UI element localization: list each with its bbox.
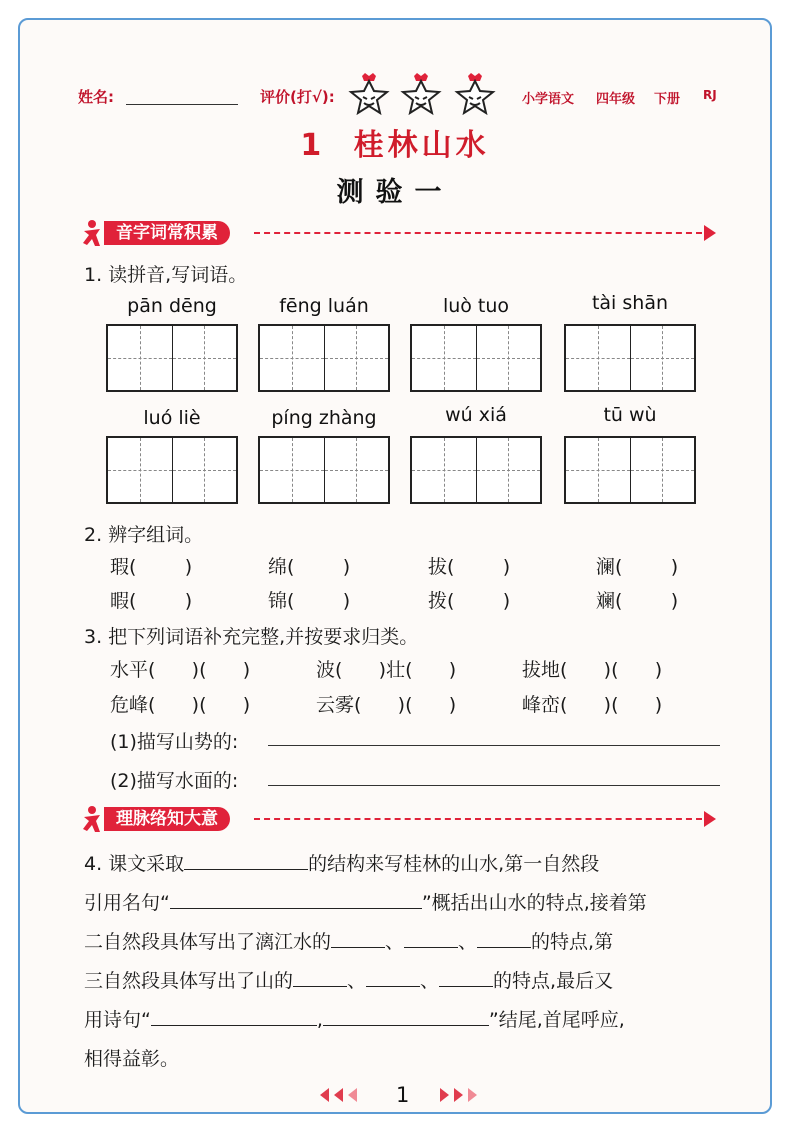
question-3-label: 3. 把下列词语补充完整,并按要求归类。	[84, 626, 419, 648]
q4-text: 、	[420, 970, 440, 992]
section-title-1: 音字词常积累	[104, 221, 230, 245]
next-arrow-icon	[454, 1088, 463, 1102]
char-group-item[interactable]: 拔( )	[428, 556, 511, 578]
q4-text: 的特点,最后又	[493, 970, 614, 992]
grade-label: 四年级	[596, 92, 636, 107]
question-2-label: 2. 辨字组词。	[84, 524, 204, 546]
q4-blank[interactable]	[366, 968, 420, 987]
next-arrow-icon	[440, 1088, 449, 1102]
pinyin: pān dēng	[127, 295, 217, 317]
subject-label: 小学语文	[522, 92, 575, 107]
q4-text: 引用名句“	[84, 892, 170, 914]
lesson-title	[0, 120, 790, 164]
char-group-item[interactable]: 拨( )	[428, 590, 511, 612]
lesson-name: 桂林山水	[353, 128, 490, 163]
rating-star-3[interactable]	[452, 72, 498, 116]
char-group-item[interactable]: 瑕( )	[110, 556, 193, 578]
name-label: 姓名:	[78, 88, 114, 106]
q4-text: ”概括出山水的特点,接着第	[421, 892, 647, 914]
writing-grid[interactable]	[564, 324, 696, 392]
person-icon	[82, 219, 106, 247]
name-field[interactable]	[126, 104, 238, 105]
char-group-item[interactable]: 澜( )	[596, 556, 679, 578]
section-divider	[254, 232, 702, 234]
char-group-item[interactable]: 锦( )	[268, 590, 351, 612]
q4-blank[interactable]	[404, 929, 458, 948]
idiom-item[interactable]: 云雾( )( )	[316, 694, 457, 716]
rating-label: 评价(打√):	[260, 88, 335, 106]
pinyin: wú xiá	[445, 404, 507, 426]
q4-blank[interactable]	[151, 1007, 317, 1026]
q4-blank[interactable]	[331, 929, 385, 948]
section-divider	[254, 818, 702, 820]
q4-blank[interactable]	[477, 929, 531, 948]
writing-grid[interactable]	[106, 436, 238, 504]
q4-text: 用诗句“	[84, 1009, 151, 1031]
prev-arrow-icon	[348, 1088, 357, 1102]
idiom-item[interactable]: 拔地( )( )	[522, 659, 663, 681]
writing-grid[interactable]	[410, 436, 542, 504]
pinyin: tài shān	[591, 292, 669, 314]
q4-text: 、	[385, 931, 405, 953]
pinyin: tū wù	[603, 404, 657, 426]
q4-text: 相得益彰。	[84, 1048, 180, 1070]
person-icon	[82, 805, 106, 833]
writing-grid[interactable]	[258, 436, 390, 504]
writing-grid[interactable]	[564, 436, 696, 504]
q4-text: 、	[458, 931, 478, 953]
q4-text: 的特点,第	[531, 931, 614, 953]
lesson-subtitle: 测验一	[336, 177, 454, 208]
q4-text: 二自然段具体写出了漓江水的	[84, 931, 332, 953]
section-banner-2	[82, 805, 722, 833]
page-number: 1	[396, 1083, 410, 1107]
writing-grid[interactable]	[106, 324, 238, 392]
volume-label: 下册	[654, 92, 681, 107]
q4-text: 三自然段具体写出了山的	[84, 970, 294, 992]
section-title-2: 理脉络知大意	[104, 807, 230, 831]
idiom-item[interactable]: 危峰( )( )	[110, 694, 251, 716]
char-group-item[interactable]: 绵( )	[268, 556, 351, 578]
section-banner-1	[82, 219, 722, 247]
answer-line-water[interactable]	[268, 785, 720, 786]
arrow-right-icon	[704, 811, 716, 827]
q4-blank[interactable]	[293, 968, 347, 987]
writing-grid[interactable]	[258, 324, 390, 392]
q4-text: ,	[316, 1009, 323, 1031]
question-1-label: 1. 读拼音,写词语。	[84, 264, 248, 286]
idiom-item[interactable]: 波( )壮( )	[316, 659, 457, 681]
edition-label: RJ	[703, 88, 717, 102]
answer-line-mountain[interactable]	[268, 745, 720, 746]
rating-star-1[interactable]	[346, 72, 392, 116]
pinyin: luó liè	[143, 407, 201, 429]
lesson-number: 1	[300, 128, 326, 163]
q4-blank[interactable]	[170, 890, 422, 909]
rating-star-2[interactable]	[398, 72, 444, 116]
subquestion-mountain: (1)描写山势的:	[110, 731, 239, 753]
idiom-item[interactable]: 水平( )( )	[110, 659, 251, 681]
char-group-item[interactable]: 斓( )	[596, 590, 679, 612]
pinyin: píng zhàng	[271, 407, 377, 429]
question-4	[84, 845, 724, 1079]
q4-blank[interactable]	[184, 851, 308, 870]
q4-text: 的结构来写桂林的山水,第一自然段	[308, 853, 600, 875]
writing-grid[interactable]	[410, 324, 542, 392]
char-group-item[interactable]: 暇( )	[110, 590, 193, 612]
q4-text: ”结尾,首尾呼应,	[488, 1009, 625, 1031]
q4-blank[interactable]	[439, 968, 493, 987]
prev-arrow-icon	[320, 1088, 329, 1102]
idiom-item[interactable]: 峰峦( )( )	[522, 694, 663, 716]
q4-text: 4. 课文采取	[84, 853, 185, 875]
q4-text: 、	[347, 970, 367, 992]
subquestion-water: (2)描写水面的:	[110, 770, 239, 792]
arrow-right-icon	[704, 225, 716, 241]
next-arrow-icon	[468, 1088, 477, 1102]
q4-blank[interactable]	[323, 1007, 489, 1026]
prev-arrow-icon	[334, 1088, 343, 1102]
pinyin: fēng luán	[279, 295, 369, 317]
pinyin: luò tuo	[442, 295, 510, 317]
